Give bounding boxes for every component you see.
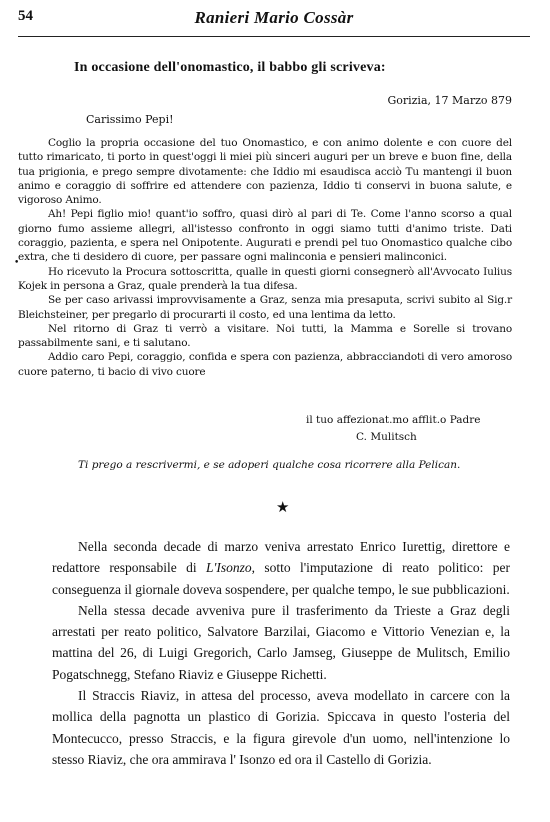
letter-body bbox=[18, 136, 512, 379]
letter-paragraph: Addio caro Pepi, coraggio, confida e spera con pazienza, abbracciandoti di vero amoroso cuore paterno, ti bacio di vivo cuore bbox=[18, 351, 512, 378]
section-separator-star: ★ bbox=[276, 498, 290, 516]
letter-paragraph: Nel ritorno di Graz ti verrò a visitare. Noi tutti, la Mamma e Sorelle si trovano passabilmente sani, e ti salutano. bbox=[18, 322, 512, 350]
body-text: , sotto l'imputazione di reato politico: per conseguenza il giornale doveva sospendere, per qualche tempo, le sue pubblicazioni. bbox=[52, 560, 510, 597]
page-header bbox=[18, 8, 530, 32]
body-paragraph-1 bbox=[52, 536, 510, 600]
newspaper-title: L'Isonzo bbox=[206, 560, 252, 576]
letter-salutation: Carissimo Pepi! bbox=[86, 113, 174, 126]
letter-closing: il tuo affezionat.mo afflit.o Padre bbox=[306, 414, 481, 426]
letter-paragraph: Coglio la propria occasione del tuo Onomastico, e con animo dolente e con cuore del tutto rimaricato, ti porto in quest'oggi li miei più sinceri auguri per un breve e buon fine, della tua prigionia, e prego sempre divotamente: che Iddio mi esaudisca acciò Tu mantengi il buon animo e coraggio di soffrire ed attendere con pazienza, Iddio ti conservi in buona salute, e vigoroso Animo. bbox=[18, 137, 512, 207]
running-head: Ranieri Mario Cossàr bbox=[194, 8, 354, 27]
margin-mark: • bbox=[14, 258, 20, 268]
header-rule bbox=[18, 36, 530, 37]
letter-paragraph: Se per caso arivassi improvvisamente a Graz, senza mia presaputa, scrivi subito al Sig.r Bleichsteiner, per pregarlo di procurarti il costo, ed una lentima da letto. bbox=[18, 294, 512, 321]
page-number: 54 bbox=[18, 8, 33, 24]
body-text: Nella seconda decade di marzo veniva arrestato Enrico Iurettig, direttore e redattore responsabile di bbox=[52, 539, 510, 576]
letter-date: Gorizia, 17 Marzo 879 bbox=[387, 94, 512, 107]
letter-signature: C. Mulitsch bbox=[356, 431, 417, 443]
letter-paragraph: Ho ricevuto la Procura sottoscritta, qualle in questi giorni consegnerò all'Avvocato Iulius Kojek in persona a Graz, quale prenderà la tua difesa. bbox=[18, 265, 512, 292]
main-body bbox=[52, 536, 510, 770]
letter-intro: In occasione dell'onomastico, il babbo gli scriveva: bbox=[74, 60, 386, 75]
body-paragraph-2: Nella stessa decade avveniva pure il trasferimento da Trieste a Graz degli arrestati per reato politico, Salvatore Barzilai, Giacomo e Vittorio Venezian e, la mattina del 26, di Luigi Gregorich, Carlo Jamseg, Giuseppe de Mulitsch, Emilio Pogatschnegg, Stefano Riaviz e Giuseppe Richetti. bbox=[52, 602, 510, 682]
letter-postscript: Ti prego a rescrivermi, e se adoperi qualche cosa ricorrere alla Pelican. bbox=[78, 459, 461, 471]
body-paragraph-3: Il Straccis Riaviz, in attesa del processo, aveva modellato in carcere con la mollica della pagnotta un plastico di Gorizia. Spiccava in questo l'osteria del Montecucco, presso Straccis, e la figura girevole d'un uomo, nell'intenzione lo stesso Riaviz, che ora ammirava l' Isonzo ed ora il Castello di Gorizia. bbox=[52, 688, 510, 767]
letter-paragraph: Ah! Pepi figlio mio! quant'io soffro, quasi dirò al pari di Te. Come l'anno scorso a qual giorno fumo assieme allegri, all'istesso confronto in oggi siamo tutti d'animo triste. Dati coraggio, pazienta, e spera nel Onipotente. Augurati e prendi pel tuo Onomastico qualche cibo extra, che ti desidero di cuore, per passare ogni malinconia e pensieri malinconici. bbox=[18, 208, 512, 264]
